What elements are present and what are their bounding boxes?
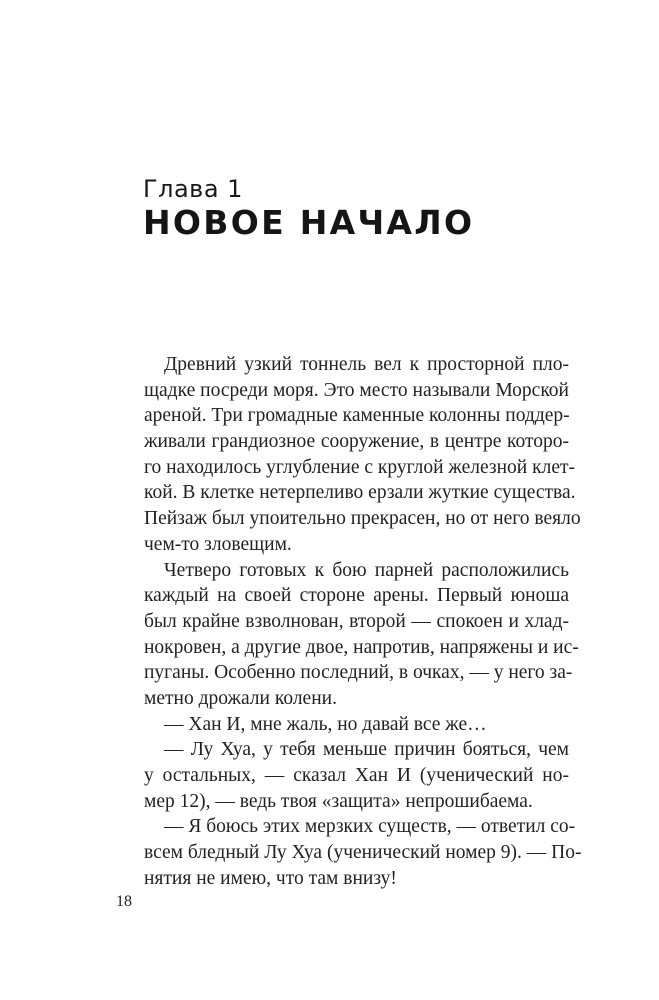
text-line: мер 12), — ведь твоя «защита» непрошибаема.: [144, 790, 533, 812]
chapter-label: Глава 1: [143, 175, 243, 203]
text-line: всем бледный Лу Хуа (ученический номер 9). — По-: [144, 842, 582, 864]
text-line: нятия не имею, что там внизу!: [144, 867, 397, 889]
text-line: метно дрожали колени.: [144, 687, 337, 709]
text-line: Четверо готовых к бою парней расположились: [164, 559, 569, 581]
page-number: 18: [116, 893, 132, 910]
text-line: чем-то зловещим.: [144, 533, 292, 555]
text-line: пуганы. Особенно последний, в очках, — у него за-: [144, 662, 573, 684]
text-line: кой. В клетке нетерпеливо ерзали жуткие существа.: [144, 482, 576, 504]
text-line: го находилось углубление с круглой железной клет-: [144, 456, 575, 478]
text-line: живали грандиозное сооружение, в центре которо-: [144, 431, 569, 453]
text-line: Пейзаж был упоительно прекрасен, но от него веяло: [144, 508, 581, 530]
text-line: Древний узкий тоннель вел к просторной пло-: [164, 354, 569, 375]
text-line: — Хан И, мне жаль, но давай все же…: [164, 713, 487, 735]
text-line: — Я боюсь этих мерзких существ, — ответил со-: [164, 816, 576, 838]
text-line: щадке посреди моря. Это место называли Морской: [144, 379, 569, 401]
text-line: каждый на своей стороне арены. Первый юноша: [144, 585, 569, 607]
text-line: был крайне взволнован, второй — спокоен и хлад-: [144, 610, 569, 632]
chapter-title: НОВОЕ НАЧАЛО: [143, 203, 475, 242]
text-line: ареной. Три громадные каменные колонны поддер-: [144, 405, 570, 427]
text-line: у остальных, — сказал Хан И (ученический но-: [144, 765, 569, 786]
body-text: [144, 352, 582, 891]
text-line: нокровен, а другие двое, напротив, напряжены и ис-: [144, 636, 579, 658]
text-line: — Лу Хуа, у тебя меньше причин бояться, чем: [164, 739, 569, 761]
